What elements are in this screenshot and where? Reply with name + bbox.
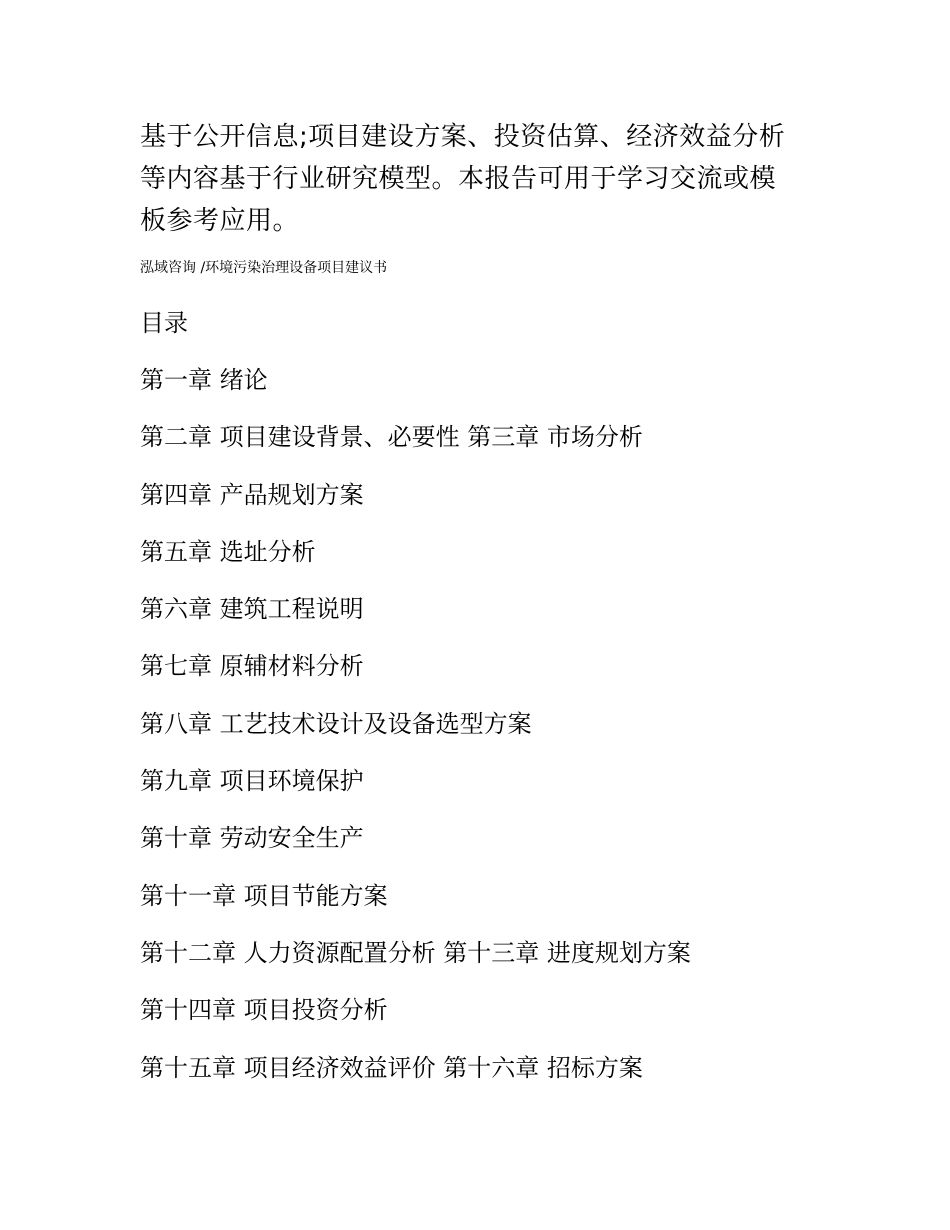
toc-item: 第八章 工艺技术设计及设备选型方案 bbox=[140, 709, 532, 738]
toc-item: 第五章 选址分析 bbox=[140, 537, 316, 566]
toc-item: 第二章 项目建设背景、必要性 第三章 市场分析 bbox=[140, 423, 643, 452]
toc-item: 第十四章 项目投资分析 bbox=[140, 996, 388, 1025]
toc-item: 第一章 绪论 bbox=[140, 366, 268, 394]
intro-line: 板参考应用。 bbox=[140, 206, 300, 236]
toc-item: 第十一章 项目节能方案 bbox=[140, 881, 388, 910]
toc-item: 第四章 产品规划方案 bbox=[140, 480, 364, 509]
toc-item: 第七章 原辅材料分析 bbox=[140, 652, 364, 681]
toc-item: 第九章 项目环境保护 bbox=[140, 767, 364, 796]
toc-item: 第十五章 项目经济效益评价 第十六章 招标方案 bbox=[140, 1053, 643, 1082]
intro-line: 基于公开信息;项目建设方案、投资估算、经济效益分析 bbox=[140, 122, 786, 152]
toc-item: 第十二章 人力资源配置分析 第十三章 进度规划方案 bbox=[140, 938, 691, 967]
document-header: 泓域咨询 /环境污染治理设备项目建议书 bbox=[140, 260, 388, 276]
intro-paragraph bbox=[140, 116, 820, 242]
intro-line: 等内容基于行业研究模型。本报告可用于学习交流或模 bbox=[140, 164, 777, 194]
toc-title: 目录 bbox=[140, 309, 188, 337]
toc-list bbox=[140, 363, 691, 1108]
toc-item: 第十章 劳动安全生产 bbox=[140, 824, 364, 853]
toc-item: 第六章 建筑工程说明 bbox=[140, 595, 364, 624]
